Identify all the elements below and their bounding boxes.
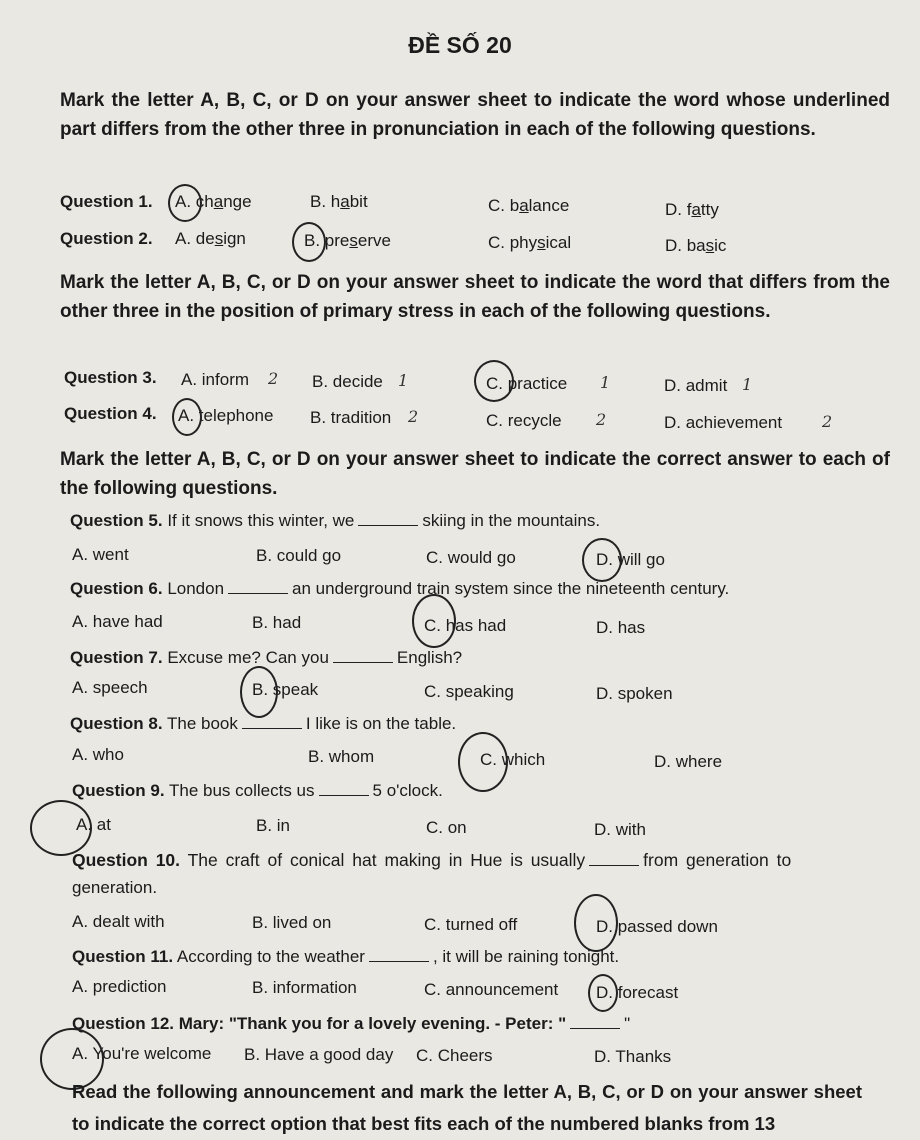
q6-option-b: B. had bbox=[252, 613, 302, 632]
q11-option-b: B. information bbox=[252, 978, 357, 997]
question-2-label: Question 2. bbox=[60, 229, 153, 248]
q12-option-a: A. You're welcome bbox=[72, 1044, 212, 1063]
question-9: Question 9. The bus collects us 5 o'clock. bbox=[72, 781, 443, 800]
q5-option-d: D. will go bbox=[596, 550, 665, 569]
question-1-label: Question 1. bbox=[60, 192, 153, 211]
question-12: Question 12. Mary: "Thank you for a lovely evening. - Peter: " " bbox=[72, 1014, 631, 1033]
q10-option-a: A. dealt with bbox=[72, 912, 165, 931]
instruction-pronunciation: Mark the letter A, B, C, or D on your answer sheet to indicate the word whose underlined part differs from the other three in pronunciation in each of the following questions. bbox=[60, 90, 890, 140]
q4-option-d: D. achievement bbox=[664, 413, 783, 432]
question-11: Question 11. According to the weather , it will be raining tonight. bbox=[72, 947, 620, 966]
question-8: Question 8. The book I like is on the table. bbox=[70, 714, 457, 733]
q8-option-d: D. where bbox=[654, 752, 723, 771]
instruction-correct-answer: Mark the letter A, B, C, or D on your answer sheet to indicate the correct answer to each of the following questions. bbox=[60, 449, 890, 499]
q9-option-d: D. with bbox=[594, 820, 646, 839]
q6-option-c: C. has had bbox=[424, 616, 507, 635]
q2-option-c: C. physical bbox=[488, 233, 572, 252]
q11-option-c: C. announcement bbox=[424, 980, 559, 999]
question-4-label: Question 4. bbox=[64, 404, 157, 423]
q2-option-b: B. preserve bbox=[304, 231, 391, 250]
q7-option-d: D. spoken bbox=[596, 684, 673, 703]
q1-option-a: A. change bbox=[175, 192, 252, 211]
q5-option-a: A. went bbox=[72, 545, 129, 564]
q6-option-a: A. have had bbox=[72, 612, 163, 631]
instruction-stress: Mark the letter A, B, C, or D on your answer sheet to indicate the word that differs from the other three in the position of primary stress in each of the following questions. bbox=[60, 272, 890, 322]
q5-option-c: C. would go bbox=[426, 548, 516, 567]
q2-option-d: D. basic bbox=[665, 236, 727, 255]
q4-option-a: A. telephone bbox=[178, 406, 274, 425]
q3-option-c: C. practice bbox=[486, 374, 568, 393]
q2-option-a: A. design bbox=[175, 229, 246, 248]
q1-option-d: D. fatty bbox=[665, 200, 719, 219]
q11-option-a: A. prediction bbox=[72, 977, 167, 996]
handwritten-mark: 2 bbox=[596, 410, 607, 429]
q8-option-a: A. who bbox=[72, 745, 124, 764]
q9-option-c: C. on bbox=[426, 818, 467, 837]
instruction-reading: Read the following announcement and mark the letter A, B, C, or D on your answer sheet to indicate the correct option that best fits each of the numbered blanks from 13 bbox=[72, 1081, 862, 1134]
q7-option-c: C. speaking bbox=[424, 682, 514, 701]
question-7: Question 7. Excuse me? Can you English? bbox=[70, 648, 463, 667]
q3-option-d: D. admit bbox=[664, 376, 728, 395]
q8-option-b: B. whom bbox=[308, 747, 375, 766]
question-10-line2: generation. bbox=[72, 878, 158, 897]
question-3-label: Question 3. bbox=[64, 368, 157, 387]
q12-option-d: D. Thanks bbox=[594, 1047, 672, 1066]
handwritten-mark: 1 bbox=[600, 373, 611, 392]
q9-option-a: A. at bbox=[76, 815, 111, 834]
handwritten-mark: 1 bbox=[742, 375, 753, 394]
q7-option-a: A. speech bbox=[72, 678, 148, 697]
handwritten-mark: 2 bbox=[822, 412, 833, 431]
q10-option-c: C. turned off bbox=[424, 915, 518, 934]
q8-option-c: C. which bbox=[480, 750, 546, 769]
handwritten-mark: 1 bbox=[398, 371, 409, 390]
q11-option-d: D. forecast bbox=[596, 983, 679, 1002]
q3-option-b: B. decide bbox=[312, 372, 383, 391]
q6-option-d: D. has bbox=[596, 618, 646, 637]
q3-option-a: A. inform bbox=[181, 370, 250, 389]
q4-option-b: B. tradition bbox=[310, 408, 392, 427]
q9-option-b: B. in bbox=[256, 816, 291, 835]
q7-option-b: B. speak bbox=[252, 680, 319, 699]
question-5: Question 5. If it snows this winter, we skiing in the mountains. bbox=[70, 511, 601, 530]
q5-option-b: B. could go bbox=[256, 546, 342, 565]
question-10: Question 10. The craft of conical hat making in Hue is usually from generation to bbox=[72, 850, 792, 870]
q10-option-d: D. passed down bbox=[596, 917, 718, 936]
handwritten-mark: 2 bbox=[268, 369, 279, 388]
question-6: Question 6. London an underground train system since the nineteenth century. bbox=[70, 579, 730, 598]
page-title: ĐỀ SỐ 20 bbox=[408, 32, 512, 58]
q4-option-c: C. recycle bbox=[486, 411, 562, 430]
q12-option-b: B. Have a good day bbox=[244, 1045, 394, 1064]
handwritten-mark: 2 bbox=[408, 407, 419, 426]
q12-option-c: C. Cheers bbox=[416, 1046, 493, 1065]
q1-option-c: C. balance bbox=[488, 196, 570, 215]
q1-option-b: B. habit bbox=[310, 192, 368, 211]
q10-option-b: B. lived on bbox=[252, 913, 332, 932]
